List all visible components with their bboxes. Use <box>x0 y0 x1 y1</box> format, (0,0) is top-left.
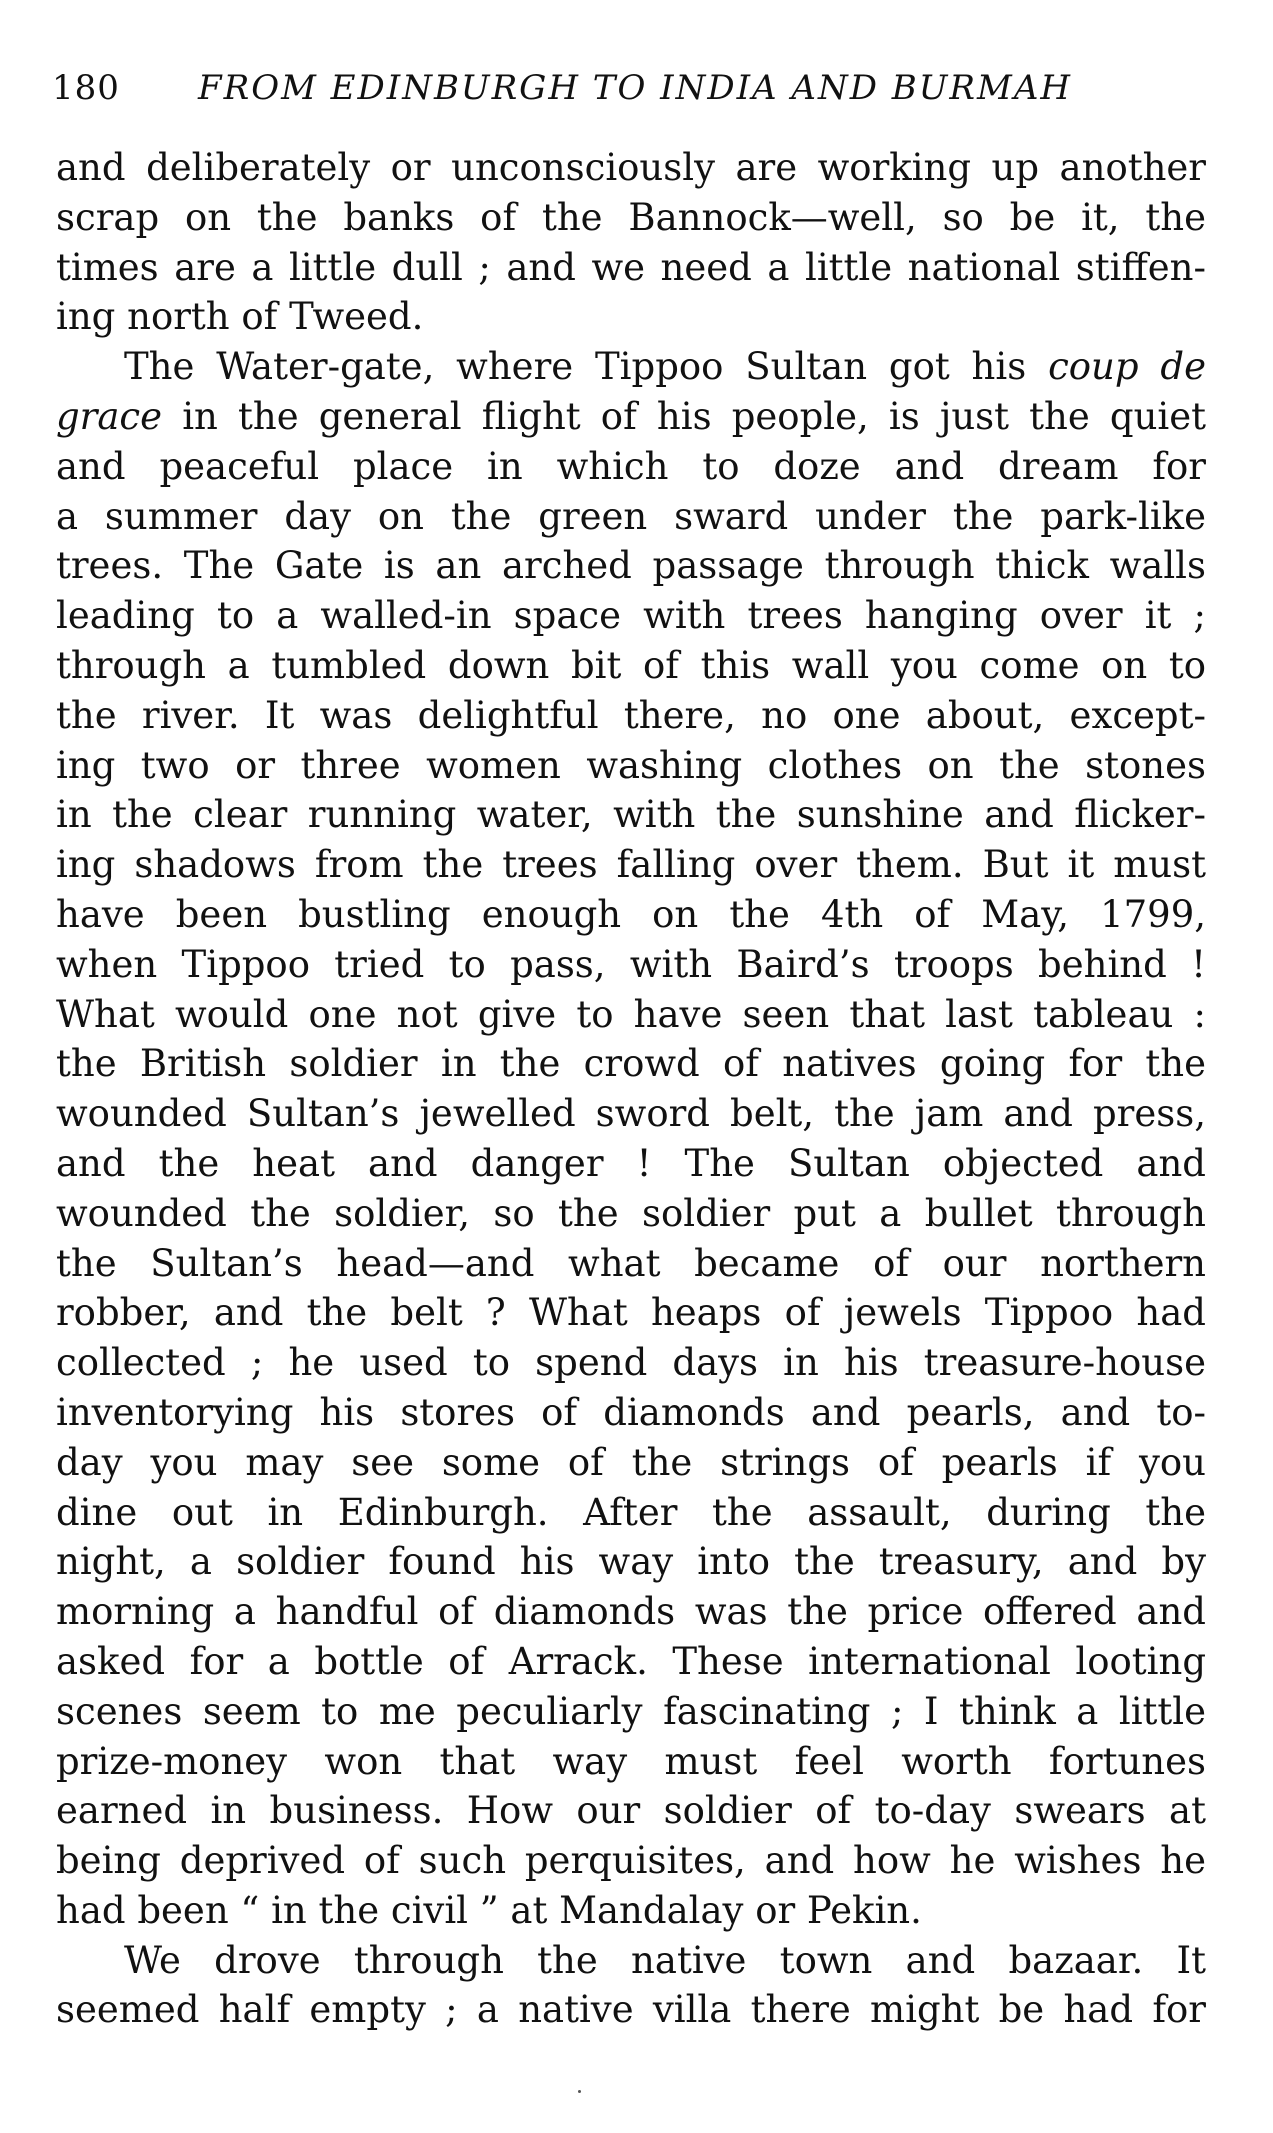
running-head <box>52 58 1202 118</box>
text-line: had been “ in the civil ” at Mandalay or Pekin. <box>56 1888 922 1932</box>
text-line: and the heat and danger ! The Sultan objected and <box>56 1141 1206 1185</box>
footer-mark <box>578 2090 581 2093</box>
text-line: times are a little dull ; and we need a little national stiffen- <box>56 245 1206 289</box>
text-line: morning a handful of diamonds was the price offered and <box>56 1590 1206 1634</box>
text-line: inventorying his stores of diamonds and pearls, and to- <box>56 1390 1206 1434</box>
text-line: earned in business. How our soldier of to-day swears at <box>56 1789 1206 1833</box>
text-line: a summer day on the green sward under the park-like <box>56 494 1206 538</box>
running-title: FROM EDINBURGH TO INDIA AND BURMAH <box>198 68 1073 108</box>
text-line: night, a soldier found his way into the treasury, and by <box>56 1540 1206 1584</box>
text-line: ing two or three women washing clothes on the stones <box>56 743 1206 787</box>
text-line: and peaceful place in which to doze and dream for <box>56 444 1206 488</box>
text-line: have been bustling enough on the 4th of May, 1799, <box>56 892 1206 936</box>
text-line: and deliberately or unconsciously are working up another <box>56 146 1206 189</box>
text-line: the British soldier in the crowd of natives going for the <box>56 1042 1206 1086</box>
text-line: scenes seem to me peculiarly fascinating ; I think a little <box>56 1689 1206 1733</box>
paragraph-start-line: We drove through the native town and bazaar. It <box>124 1938 1206 1982</box>
text-line: prize-money won that way must feel worth fortunes <box>56 1739 1206 1783</box>
text-line: seemed half empty ; a native villa there might be had for <box>56 1988 1206 2032</box>
text-line: the Sultan’s head—and what became of our northern <box>56 1241 1206 1285</box>
text-line: ing shadows from the trees falling over them. But it must <box>56 843 1206 887</box>
text-line: grace in the general flight of his people, is just the quiet <box>56 394 1206 438</box>
text-line: dine out in Edinburgh. After the assault, during the <box>56 1490 1206 1534</box>
text-line: scrap on the banks of the Bannock—well, so be it, the <box>56 195 1206 239</box>
text-line: robber, and the belt ? What heaps of jewels Tippoo had <box>56 1291 1206 1335</box>
text-line: asked for a bottle of Arrack. These international looting <box>56 1639 1206 1683</box>
page-number: 180 <box>52 68 120 108</box>
text-line: the river. It was delightful there, no one about, except- <box>56 693 1206 737</box>
text-line: in the clear running water, with the sunshine and flicker- <box>56 793 1206 837</box>
text-line: What would one not give to have seen that last tableau : <box>56 992 1206 1036</box>
text-line: day you may see some of the strings of pearls if you <box>56 1440 1206 1484</box>
text-line: trees. The Gate is an arched passage through thick walls <box>56 544 1206 588</box>
body-text <box>56 143 1206 2035</box>
text-line: wounded Sultan’s jewelled sword belt, the jam and press, <box>56 1092 1206 1136</box>
text-line: when Tippoo tried to pass, with Baird’s troops behind ! <box>56 942 1206 986</box>
text-line: through a tumbled down bit of this wall you come on to <box>56 643 1206 687</box>
paragraph-start-line: The Water-gate, where Tippoo Sultan got his coup de <box>124 345 1206 389</box>
text-line: leading to a walled-in space with trees hanging over it ; <box>56 594 1206 638</box>
text-line: being deprived of such perquisites, and how he wishes he <box>56 1839 1206 1883</box>
text-line: wounded the soldier, so the soldier put a bullet through <box>56 1191 1206 1235</box>
text-line: collected ; he used to spend days in his treasure-house <box>56 1341 1206 1385</box>
text-line: ing north of Tweed. <box>56 295 424 339</box>
